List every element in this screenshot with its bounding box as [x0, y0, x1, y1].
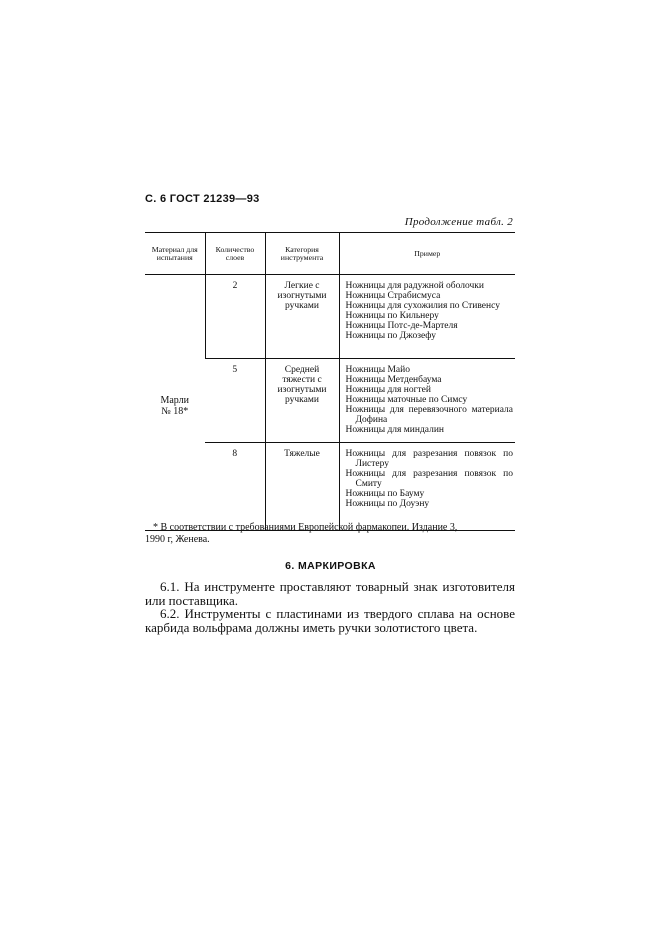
example-item: Ножницы для разрезания повязок по Смиту — [345, 469, 513, 489]
header-category: Категория инструмента — [265, 233, 339, 275]
section-title: 6. МАРКИРОВКА — [285, 560, 376, 572]
example-item: Ножницы для ногтей — [345, 385, 431, 395]
category-cell — [265, 275, 339, 359]
example-item: Ножницы для перевязочного материала Дофина — [345, 405, 513, 425]
table-row — [145, 275, 515, 359]
example-item: Ножницы для радужной оболочки — [345, 281, 484, 291]
category-line: ручками — [285, 301, 319, 311]
layer-count: 2 — [205, 275, 265, 359]
footnote-line: 1990 г, Женева. — [145, 534, 210, 545]
example-item: Ножницы Потс-де-Мартеля — [345, 321, 458, 331]
category-cell — [265, 359, 339, 443]
table-footnote — [145, 522, 515, 546]
example-item: Ножницы Майо — [345, 365, 410, 375]
example-item: Ножницы по Джозефу — [345, 331, 436, 341]
paragraph-6-1: 6.1. На инструменте проставляют товарный знак изготовителя или поставщика. — [145, 579, 515, 608]
example-item: Ножницы для разрезания повязок по Листеру — [345, 449, 513, 469]
category-cell — [265, 443, 339, 531]
paragraph-6-2: 6.2. Инструменты с пластинами из твердого сплава на основе карбида вольфрама должны иметь ручки золотистого цвета. — [145, 606, 515, 635]
example-item: Ножницы по Кильнеру — [345, 311, 439, 321]
header-material: Материал для испытания — [145, 233, 205, 275]
category-line: ручками — [285, 395, 319, 405]
table-header-row — [145, 233, 515, 275]
material-number: № 18* — [161, 405, 189, 417]
material-name: Марли — [160, 394, 190, 406]
examples-cell — [339, 443, 515, 531]
footnote-line: * В соответствии с требованиями Европейской фармакопеи. Издание 3, — [153, 522, 458, 533]
category-line: Легкие с — [284, 281, 320, 291]
layer-count: 8 — [205, 443, 265, 531]
instrument-table — [145, 232, 515, 531]
examples-cell — [339, 275, 515, 359]
category-line: изогнутыми — [277, 385, 327, 395]
example-item: Ножницы по Доуэну — [345, 499, 430, 509]
example-item: Ножницы для сухожилия по Стивенсу — [345, 301, 500, 311]
table-continuation-label: Продолжение табл. 2 — [404, 216, 513, 228]
category-line: тяжести с — [282, 375, 322, 385]
example-item: Ножницы для миндалин — [345, 425, 444, 435]
example-item: Ножницы по Бауму — [345, 489, 425, 499]
header-example: Пример — [339, 233, 515, 275]
category-line: изогнутыми — [277, 291, 327, 301]
examples-cell — [339, 359, 515, 443]
example-item: Ножницы маточные по Симсу — [345, 395, 468, 405]
example-item: Ножницы Метденбаума — [345, 375, 442, 385]
example-item: Ножницы Страбисмуса — [345, 291, 441, 301]
layer-count: 5 — [205, 359, 265, 443]
category-line: Средней — [284, 365, 320, 375]
header-layer-count: Количество слоев — [205, 233, 265, 275]
material-cell — [145, 275, 205, 531]
category-line: Тяжелые — [284, 449, 320, 459]
running-head: С. 6 ГОСТ 21239—93 — [145, 193, 260, 205]
